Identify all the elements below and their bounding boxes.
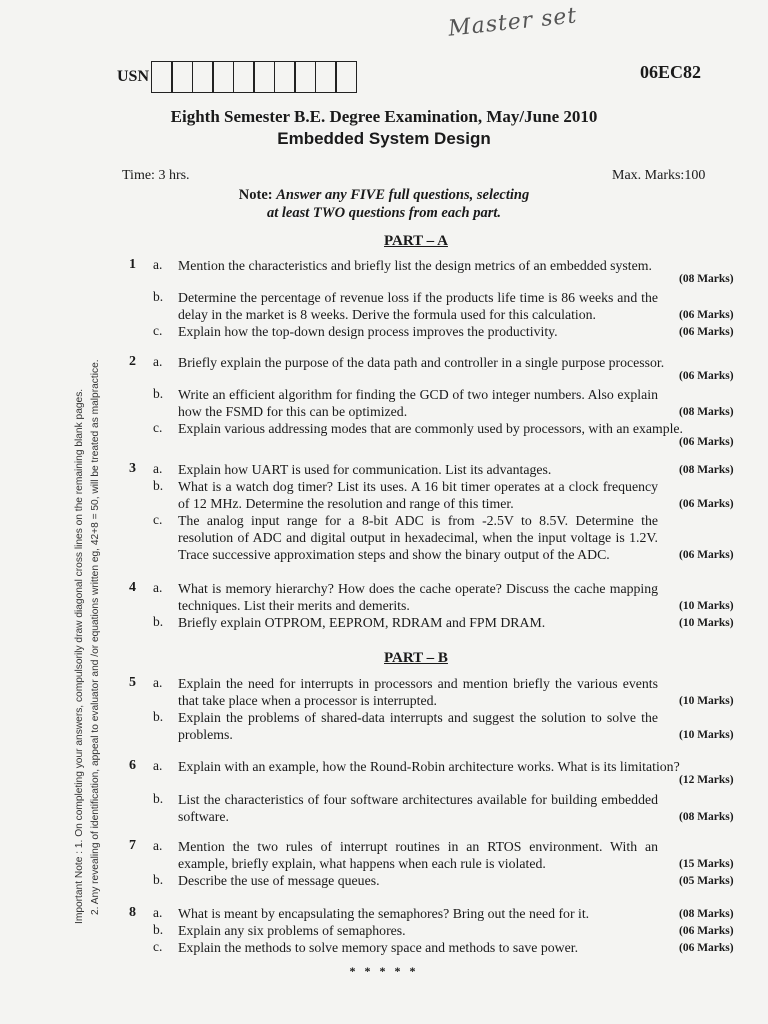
question-marks: (12 Marks) [679,774,734,786]
end-of-paper-marker: * * * * * [349,964,419,978]
question-marks: (06 Marks) [679,549,734,561]
usn-digit-box [212,61,234,93]
question-text: Mention the characteristics and briefly list the design metrics of an embedded system. [178,258,652,273]
question-text: Explain the methods to solve memory space and methods to save power. [178,940,579,955]
question-part-letter: b. [153,386,164,401]
question-part-letter: b. [153,289,164,304]
question-text: Explain the need for interrupts in processors and mention briefly the various events that take place when a processor is interrupted. [178,676,658,708]
side-note-line-2: 2. Any revealing of identification, appeal to evaluator and /or equations written eg, 42+8 = 50, will be treated as malpractice. [90,359,101,915]
usn-digit-box [192,61,214,93]
question-marks: (08 Marks) [679,273,734,285]
question-marks: (06 Marks) [679,309,734,321]
note-line-2: at least TWO questions from each part. [266,205,502,221]
side-important-note [72,234,104,924]
question-part-letter: a. [153,905,163,920]
usn-digit-box [233,61,255,93]
question-text: What is meant by encapsulating the semaphores? Bring out the need for it. [178,906,590,921]
question-marks: (08 Marks) [679,464,734,476]
question-part-letter: b. [153,709,164,724]
question-part-letter: a. [153,257,163,272]
usn-label: USN [117,68,150,85]
question-part-letter: a. [153,758,163,773]
question-marks: (05 Marks) [679,875,734,887]
question-number: 7 [129,838,136,853]
usn-digit-box [253,61,275,93]
question-part-letter: a. [153,461,163,476]
question-marks: (06 Marks) [679,326,734,338]
usn-digit-box [151,61,173,93]
part-a-heading: PART – A [384,233,448,249]
question-text: The analog input range for a 8-bit ADC is from -2.5V to 8.5V. Determine the resolution of ADC and digital output in hexadecimal, when the input voltage is 1.2V. Trace successive approximation steps and show the binary output of the ADC. [178,513,658,562]
question-part-letter: a. [153,580,163,595]
question-text: Explain the problems of shared-data interrupts and suggest the solution to solve the problems. [178,710,658,742]
question-marks: (06 Marks) [679,370,734,382]
question-text: Write an efficient algorithm for finding the GCD of two integer numbers. Also explain how the FSMD for this can be optimized. [178,387,658,419]
question-part-letter: c. [153,420,163,435]
question-part-letter: a. [153,838,163,853]
question-number: 2 [129,354,136,369]
subject-title: Embedded System Design [277,129,491,148]
question-text: What is memory hierarchy? How does the cache operate? Discuss the cache mapping techniques. List their merits and demerits. [178,581,658,613]
question-text: Explain with an example, how the Round-Robin architecture works. What is its limitation? [178,759,680,774]
usn-digit-box [171,61,193,93]
question-part-letter: a. [153,675,163,690]
question-number: 8 [129,905,136,920]
question-text: Explain any six problems of semaphores. [178,923,406,938]
question-marks: (10 Marks) [679,729,734,741]
question-text: What is a watch dog timer? List its uses. A 16 bit timer operates at a clock frequency of 12 MHz. Determine the resolution and range of this timer. [178,479,658,511]
instructions-note [0,186,768,222]
question-part-letter: b. [153,614,164,629]
exam-duration: Time: 3 hrs. [122,168,190,183]
usn-digit-box [274,61,296,93]
question-marks: (06 Marks) [679,436,734,448]
part-b-heading: PART – B [384,650,448,666]
question-marks: (06 Marks) [679,498,734,510]
note-line-1: Answer any FIVE full questions, selecting [276,187,530,203]
question-marks: (08 Marks) [679,811,734,823]
side-note-line-1: Important Note : 1. On completing your answers, compulsorily draw diagonal cross lines on the remaining blank pages. [74,388,85,924]
question-number: 5 [129,675,136,690]
usn-boxes [152,61,357,93]
usn-digit-box [335,61,357,93]
question-text: Briefly explain OTPROM, EEPROM, RDRAM and FPM DRAM. [178,615,546,630]
question-marks: (06 Marks) [679,942,734,954]
question-number: 1 [129,257,136,272]
question-number: 4 [129,580,136,595]
question-marks: (15 Marks) [679,858,734,870]
max-marks: Max. Marks:100 [612,168,706,183]
exam-title: Eighth Semester B.E. Degree Examination, May/June 2010 [170,107,598,126]
question-number: 3 [129,461,136,476]
usn-digit-box [315,61,337,93]
question-part-letter: b. [153,791,164,806]
question-part-letter: b. [153,872,164,887]
question-part-letter: a. [153,354,163,369]
question-marks: (06 Marks) [679,925,734,937]
paper-code: 06EC82 [640,62,702,82]
question-marks: (10 Marks) [679,695,734,707]
question-part-letter: c. [153,939,163,954]
question-part-letter: c. [153,512,163,527]
note-prefix: Note: [238,187,273,203]
question-text: Determine the percentage of revenue loss if the products life time is 86 weeks and the delay in the market is 8 weeks. Derive the formula used for this calculation. [178,290,658,322]
question-marks: (08 Marks) [679,406,734,418]
question-part-letter: b. [153,922,164,937]
question-marks: (08 Marks) [679,908,734,920]
question-part-letter: b. [153,478,164,493]
question-text: Describe the use of message queues. [178,873,380,888]
question-text: Explain various addressing modes that are commonly used by processors, with an example. [178,421,684,436]
question-part-letter: c. [153,323,163,338]
question-text: Briefly explain the purpose of the data path and controller in a single purpose processor. [178,355,665,370]
question-text: Explain how UART is used for communication. List its advantages. [178,462,552,477]
handwritten-annotation: Master set [447,3,579,42]
question-text: Explain how the top-down design process improves the productivity. [178,324,558,339]
usn-digit-box [294,61,316,93]
question-marks: (10 Marks) [679,617,734,629]
question-text: List the characteristics of four software architectures available for building embedded software. [178,792,658,824]
question-number: 6 [129,758,136,773]
question-marks: (10 Marks) [679,600,734,612]
question-text: Mention the two rules of interrupt routines in an RTOS environment. With an example, briefly explain, what happens when each rule is violated. [178,839,658,871]
